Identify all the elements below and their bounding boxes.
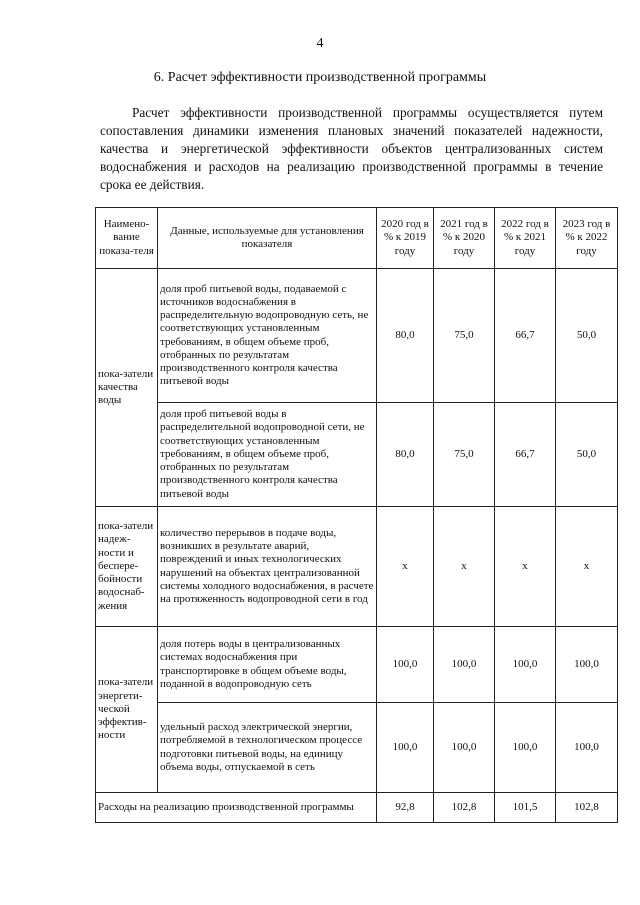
row-value: х <box>377 507 434 627</box>
row-value: 50,0 <box>556 269 618 403</box>
row-description: доля потерь воды в централизованных системах водоснабжения при транспортировке в общем объеме воды, поданной в водопроводную сеть <box>158 627 377 703</box>
footer-value: 101,5 <box>495 793 556 823</box>
group-name-energy: пока-затели энергети-ческой эффектив-ности <box>96 627 158 793</box>
row-value: 75,0 <box>434 269 495 403</box>
header-year-2020: 2020 год в % к 2019 году <box>377 208 434 269</box>
footer-label: Расходы на реализацию производственной программы <box>96 793 377 823</box>
row-value: 100,0 <box>556 703 618 793</box>
page-number: 4 <box>316 36 324 51</box>
row-value: 100,0 <box>377 703 434 793</box>
header-year-2021: 2021 год в % к 2020 году <box>434 208 495 269</box>
group-name-quality: пока-затели качества воды <box>96 269 158 507</box>
header-year-2023: 2023 год в % к 2022 году <box>556 208 618 269</box>
row-value: 50,0 <box>556 403 618 507</box>
row-value: х <box>495 507 556 627</box>
row-value: 100,0 <box>556 627 618 703</box>
intro-paragraph: Расчет эффективности производственной программы осуществляется путем сопоставления динамики изменения плановых значений показателей надежности, качества и энергетической эффективности объектов централизованных систем водоснабжения и расходов на реализацию производственной программы в течение срока ее действия. <box>100 105 603 192</box>
table-row <box>96 627 618 703</box>
row-description: доля проб питьевой воды, подаваемой с источников водоснабжения в распределительную водопроводную сеть, не соответствующих установленным требованиям, в общем объеме проб, отобранных по результатам производственного контроля качества питьевой воды <box>158 269 377 403</box>
footer-value: 92,8 <box>377 793 434 823</box>
row-value: 66,7 <box>495 403 556 507</box>
row-value: 100,0 <box>377 627 434 703</box>
row-value: 100,0 <box>495 627 556 703</box>
group-name-reliability: пока-затели надеж-ности и беспере-бойности водоснаб-жения <box>96 507 158 627</box>
footer-value: 102,8 <box>556 793 618 823</box>
row-value: 100,0 <box>434 627 495 703</box>
row-value: х <box>556 507 618 627</box>
row-description: количество перерывов в подаче воды, возникших в результате аварий, повреждений и иных технологических нарушений на объектах централизованной системы холодного водоснабжения, в расчете на протяженность водопроводной сети в год <box>158 507 377 627</box>
row-description: удельный расход электрической энергии, потребляемой в технологическом процессе подготовки питьевой воды, на единицу объема воды, отпускаемой в сеть <box>158 703 377 793</box>
row-value: 80,0 <box>377 269 434 403</box>
header-name: Наимено-вание показа-теля <box>96 208 158 269</box>
table-row <box>96 507 618 627</box>
row-value: 100,0 <box>434 703 495 793</box>
header-row <box>96 208 618 269</box>
table-row <box>96 269 618 403</box>
header-data: Данные, используемые для установления показателя <box>158 208 377 269</box>
section-title: 6. Расчет эффективности производственной программы <box>153 70 487 85</box>
efficiency-table <box>95 207 618 823</box>
row-value: 75,0 <box>434 403 495 507</box>
header-year-2022: 2022 год в % к 2021 году <box>495 208 556 269</box>
row-value: 66,7 <box>495 269 556 403</box>
row-value: 80,0 <box>377 403 434 507</box>
row-value: 100,0 <box>495 703 556 793</box>
footer-row <box>96 793 618 823</box>
row-value: х <box>434 507 495 627</box>
footer-value: 102,8 <box>434 793 495 823</box>
table-row <box>96 703 618 793</box>
row-description: доля проб питьевой воды в распределительной водопроводной сети, не соответствующих установленным требованиям, в общем объеме проб, отобранных по результатам производственного контроля качества питьевой воды <box>158 403 377 507</box>
table-row <box>96 403 618 507</box>
